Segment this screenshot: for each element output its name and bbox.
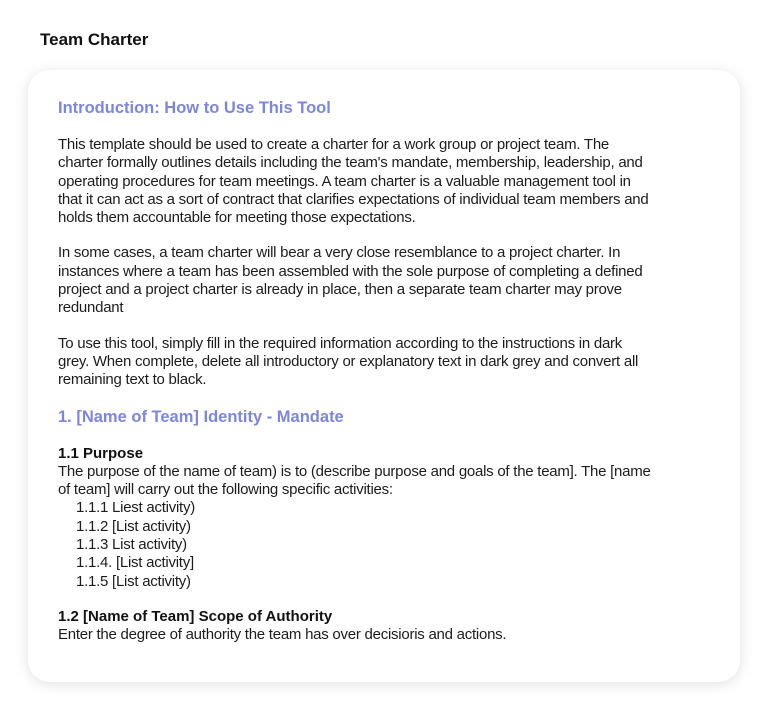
- text-line: project and a project charter is already in place, then a separate team charter may prove: [58, 281, 622, 299]
- text-line: Enter the degree of authority the team has over decisioris and actions.: [58, 626, 507, 644]
- section1-heading: 1. [Name of Team] Identity - Mandate: [58, 407, 344, 426]
- purpose-heading: 1.1 Purpose: [58, 444, 144, 462]
- text-line: In some cases, a team charter will bear a very close resemblance to a project charter. In: [58, 244, 621, 262]
- intro-paragraph-2: [58, 244, 718, 317]
- activity-item: 1.1.2 [List activity): [76, 517, 191, 535]
- text-line: remaining text to black.: [58, 371, 207, 389]
- text-line: grey. When complete, delete all introductory or explanatory text in dark grey and convert all: [58, 352, 639, 370]
- document-content: [58, 98, 718, 645]
- text-line: holds them accountable for meeting those expectations.: [58, 209, 416, 227]
- text-line: instances where a team has been assembled with the sole purpose of completing a defined: [58, 262, 643, 280]
- scope-section: [58, 608, 718, 645]
- text-line: To use this tool, simply fill in the required information according to the instructions in dark: [58, 334, 623, 352]
- scope-heading: 1.2 [Name of Team] Scope of Authority: [58, 607, 333, 625]
- text-line: of team] will carry out the following specific activities:: [58, 481, 393, 499]
- intro-paragraph-3: [58, 335, 718, 390]
- purpose-section: [58, 445, 718, 591]
- activity-item: 1.1.3 List activity): [76, 536, 187, 554]
- text-line: This template should be used to create a charter for a work group or project team. The: [58, 136, 610, 153]
- activity-item: 1.1.5 [List activity): [76, 572, 191, 590]
- intro-heading: Introduction: How to Use This Tool: [58, 99, 331, 117]
- text-line: that it can act as a sort of contract that clarifies expectations of individual team members and: [58, 190, 649, 208]
- activity-item: 1.1.4. [List activity]: [76, 554, 194, 572]
- page-title: Team Charter: [40, 30, 149, 49]
- intro-paragraph-1: [58, 136, 718, 227]
- activity-item: 1.1.1 Liest activity): [76, 499, 195, 517]
- text-line: charter formally outlines details including the team's mandate, membership, leadership, and: [58, 154, 643, 172]
- text-line: redundant: [58, 299, 124, 317]
- document-card: [28, 70, 740, 682]
- text-line: The purpose of the name of team) is to (describe purpose and goals of the team]. The [name: [58, 462, 651, 480]
- text-line: operating procedures for team meetings. A team charter is a valuable management tool in: [58, 172, 631, 190]
